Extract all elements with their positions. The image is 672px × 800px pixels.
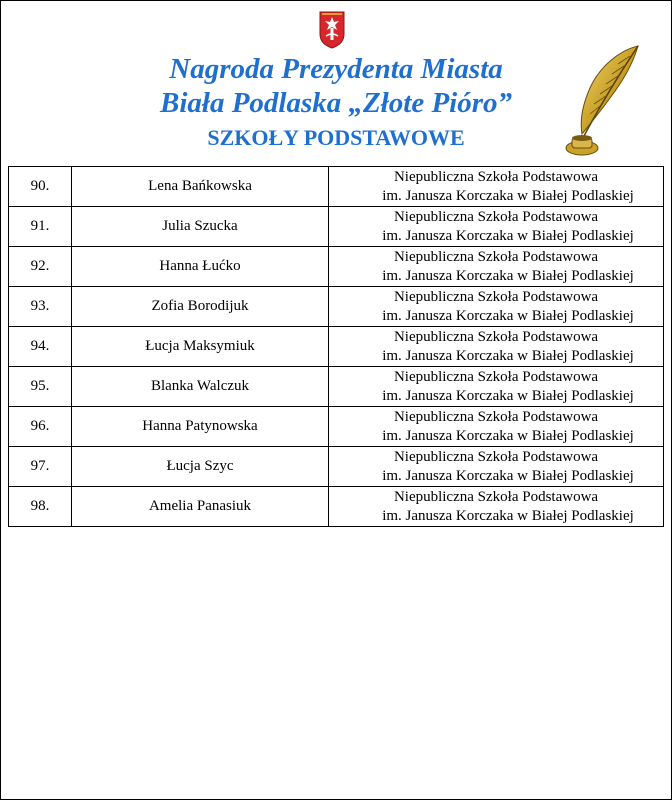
school-line2: im. Janusza Korczaka w Białej Podlaskiej (382, 467, 634, 484)
school-name (329, 367, 664, 407)
row-number: 98. (9, 487, 72, 527)
student-name: Łucja Maksymiuk (72, 327, 329, 367)
student-name: Hanna Łućko (72, 247, 329, 287)
row-number: 92. (9, 247, 72, 287)
table-row (9, 367, 664, 407)
school-line2: im. Janusza Korczaka w Białej Podlaskiej (382, 267, 634, 284)
student-name: Julia Szucka (72, 207, 329, 247)
page-subtitle: SZKOŁY PODSTAWOWE (207, 125, 465, 150)
school-line1: Niepubliczna Szkoła Podstawowa (393, 448, 599, 465)
table-row (9, 487, 664, 527)
student-name: Amelia Panasiuk (72, 487, 329, 527)
row-number: 94. (9, 327, 72, 367)
school-name (329, 447, 664, 487)
page-title-line1: Nagroda Prezydenta Miasta (169, 53, 503, 85)
school-name (329, 487, 664, 527)
school-name (329, 407, 664, 447)
row-number: 97. (9, 447, 72, 487)
school-line2: im. Janusza Korczaka w Białej Podlaskiej (382, 507, 634, 524)
city-coat-of-arms-icon (318, 10, 346, 50)
school-line1: Niepubliczna Szkoła Podstawowa (393, 208, 599, 225)
school-line1: Niepubliczna Szkoła Podstawowa (393, 288, 599, 305)
school-name (329, 287, 664, 327)
school-name (329, 247, 664, 287)
table-row (9, 287, 664, 327)
school-line2: im. Janusza Korczaka w Białej Podlaskiej (382, 187, 634, 204)
table-row (9, 447, 664, 487)
school-name (329, 207, 664, 247)
school-name (329, 167, 664, 207)
school-line1: Niepubliczna Szkoła Podstawowa (393, 248, 599, 265)
school-line1: Niepubliczna Szkoła Podstawowa (393, 168, 599, 185)
table-row (9, 407, 664, 447)
student-name: Lena Bańkowska (72, 167, 329, 207)
school-line2: im. Janusza Korczaka w Białej Podlaskiej (382, 227, 634, 244)
table-row (9, 167, 664, 207)
row-number: 95. (9, 367, 72, 407)
student-name: Blanka Walczuk (72, 367, 329, 407)
school-line2: im. Janusza Korczaka w Białej Podlaskiej (382, 347, 634, 364)
row-number: 91. (9, 207, 72, 247)
table-row (9, 327, 664, 367)
school-line1: Niepubliczna Szkoła Podstawowa (393, 408, 599, 425)
golden-quill-inkwell-icon (560, 42, 644, 160)
school-line1: Niepubliczna Szkoła Podstawowa (393, 328, 599, 345)
school-line2: im. Janusza Korczaka w Białej Podlaskiej (382, 307, 634, 324)
row-number: 90. (9, 167, 72, 207)
school-line2: im. Janusza Korczaka w Białej Podlaskiej (382, 387, 634, 404)
row-number: 93. (9, 287, 72, 327)
school-line1: Niepubliczna Szkoła Podstawowa (393, 488, 599, 505)
page-title-line2: Biała Podlaska „Złote Pióro” (159, 87, 513, 119)
row-number: 96. (9, 407, 72, 447)
table-row (9, 247, 664, 287)
school-line1: Niepubliczna Szkoła Podstawowa (393, 368, 599, 385)
table-row (9, 207, 664, 247)
awardees-table (8, 166, 664, 527)
student-name: Łucja Szyc (72, 447, 329, 487)
school-name (329, 327, 664, 367)
student-name: Zofia Borodijuk (72, 287, 329, 327)
school-line2: im. Janusza Korczaka w Białej Podlaskiej (382, 427, 634, 444)
student-name: Hanna Patynowska (72, 407, 329, 447)
